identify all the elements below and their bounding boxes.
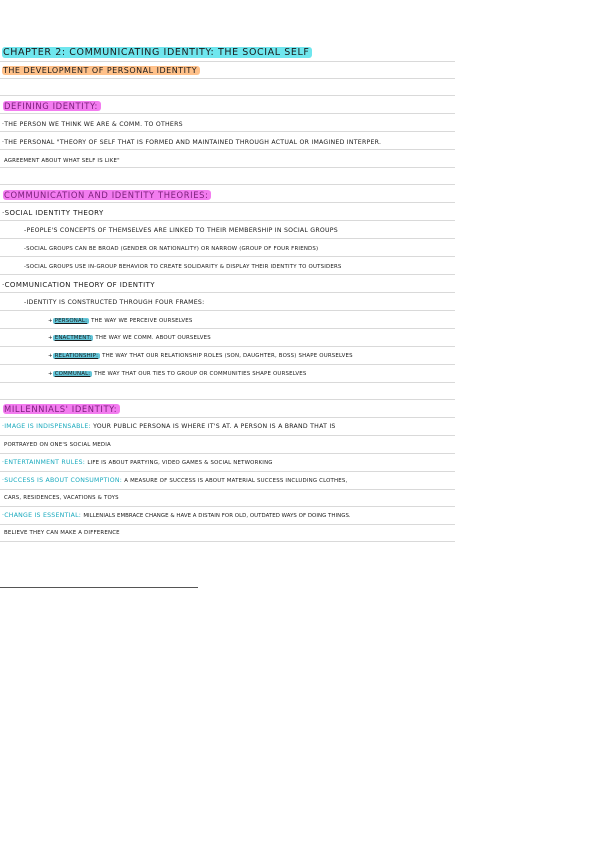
frame-communal: + COMMUNAL: THE WAY THAT OUR TIES TO GROUP OR COMMUNITIES SHAPE OURSELVES bbox=[48, 371, 307, 377]
millennial-item-image: ·IMAGE IS INDISPENSABLE: YOUR PUBLIC PERSONA IS WHERE IT'S AT. A PERSON IS A BRAND THAT IS bbox=[2, 423, 336, 430]
ruled-line bbox=[0, 435, 455, 436]
ruled-line bbox=[0, 256, 455, 257]
ruled-line bbox=[0, 399, 455, 400]
ruled-line bbox=[0, 238, 455, 239]
sit-point-1: -PEOPLE'S CONCEPTS OF THEMSELVES ARE LINKED TO THEIR MEMBERSHIP IN SOCIAL GROUPS bbox=[24, 227, 338, 234]
ruled-line bbox=[0, 453, 455, 454]
defining-line-2: ·THE PERSONAL "THEORY OF SELF THAT IS FORMED AND MAINTAINED THROUGH ACTUAL OR IMAGINED INTERPER. bbox=[2, 139, 382, 146]
millennial-item-change-cont: BELIEVE THEY CAN MAKE A DIFFERENCE bbox=[4, 530, 120, 536]
social-identity-theory-title: ·SOCIAL IDENTITY THEORY bbox=[2, 209, 104, 217]
ruled-line bbox=[0, 95, 455, 96]
frame-term: PERSONAL: bbox=[54, 318, 88, 324]
defining-line-1: ·THE PERSON WE THINK WE ARE & COMM. TO OTHERS bbox=[2, 121, 183, 128]
sit-point-3: -SOCIAL GROUPS USE IN-GROUP BEHAVIOR TO CREATE SOLIDARITY & DISPLAY THEIR IDENTITY TO OUTSIDERS bbox=[24, 264, 342, 270]
ruled-line bbox=[0, 541, 455, 542]
ruled-line bbox=[0, 113, 455, 114]
sit-point-2: -SOCIAL GROUPS CAN BE BROAD (GENDER OR NATIONALITY) OR NARROW (GROUP OF FOUR FRIENDS) bbox=[24, 246, 319, 252]
chapter-title: CHAPTER 2: COMMUNICATING IDENTITY: THE SOCIAL SELF bbox=[2, 48, 312, 58]
ruled-line bbox=[0, 274, 455, 275]
ruled-line bbox=[0, 78, 455, 79]
ruled-line bbox=[0, 489, 455, 490]
frame-personal: + PERSONAL: THE WAY WE PERCEIVE OURSELVES bbox=[48, 318, 193, 324]
frame-term: COMMUNAL: bbox=[54, 371, 91, 377]
frame-relationship: + RELATIONSHIP: THE WAY THAT OUR RELATIONSHIP ROLES (SON, DAUGHTER, BOSS) SHAPE OURSELVES bbox=[48, 353, 353, 359]
ruled-line bbox=[0, 417, 455, 418]
theories-heading: COMMUNICATION AND IDENTITY THEORIES: bbox=[3, 190, 211, 200]
frame-term: RELATIONSHIP: bbox=[54, 353, 99, 359]
section-title: THE DEVELOPMENT OF PERSONAL IDENTITY bbox=[2, 66, 200, 76]
millennial-item-change: ·CHANGE IS ESSENTIAL: MILLENIALS EMBRACE CHANGE & HAVE A DISTAIN FOR OLD, OUTDATED WAYS OF DOING THINGS. bbox=[2, 512, 351, 519]
ruled-line bbox=[0, 184, 455, 185]
millennial-item-entertainment: ·ENTERTAINMENT RULES: LIFE IS ABOUT PARTYING, VIDEO GAMES & SOCIAL NETWORKING bbox=[2, 459, 273, 466]
ruled-line bbox=[0, 310, 455, 311]
ruled-line bbox=[0, 524, 455, 525]
ruled-line bbox=[0, 382, 455, 383]
ruled-line bbox=[0, 220, 455, 221]
ruled-line bbox=[0, 506, 455, 507]
ruled-line bbox=[0, 61, 455, 62]
ruled-line bbox=[0, 346, 455, 347]
ruled-line bbox=[0, 292, 455, 293]
millennial-item-success-cont: CARS, RESIDENCES, VACATIONS & TOYS bbox=[4, 495, 119, 501]
communication-theory-title: ·COMMUNICATION THEORY OF IDENTITY bbox=[2, 281, 155, 289]
millennial-item-image-cont: PORTRAYED ON ONE'S SOCIAL MEDIA bbox=[4, 442, 111, 448]
millennial-item-success: ·SUCCESS IS ABOUT CONSUMPTION: A MEASURE OF SUCCESS IS ABOUT MATERIAL SUCCESS INCLUDING CLOTHES, bbox=[2, 477, 348, 484]
cti-point-1: -IDENTITY IS CONSTRUCTED THROUGH FOUR FRAMES: bbox=[24, 299, 205, 306]
ruled-line bbox=[0, 202, 455, 203]
ruled-line bbox=[0, 167, 455, 168]
ruled-line bbox=[0, 328, 455, 329]
frame-enactment: + ENACTMENT: THE WAY WE COMM. ABOUT OURSELVES bbox=[48, 335, 211, 341]
defining-line-3: AGREEMENT ABOUT WHAT SELF IS LIKE" bbox=[4, 158, 120, 164]
frame-term: ENACTMENT: bbox=[54, 335, 92, 341]
millennials-heading: MILLENNIALS' IDENTITY: bbox=[3, 404, 120, 414]
ruled-line bbox=[0, 364, 455, 365]
ruled-line bbox=[0, 471, 455, 472]
defining-identity-heading: DEFINING IDENTITY: bbox=[3, 101, 101, 111]
ruled-line bbox=[0, 131, 455, 132]
footer-divider bbox=[0, 587, 198, 588]
ruled-line bbox=[0, 149, 455, 150]
